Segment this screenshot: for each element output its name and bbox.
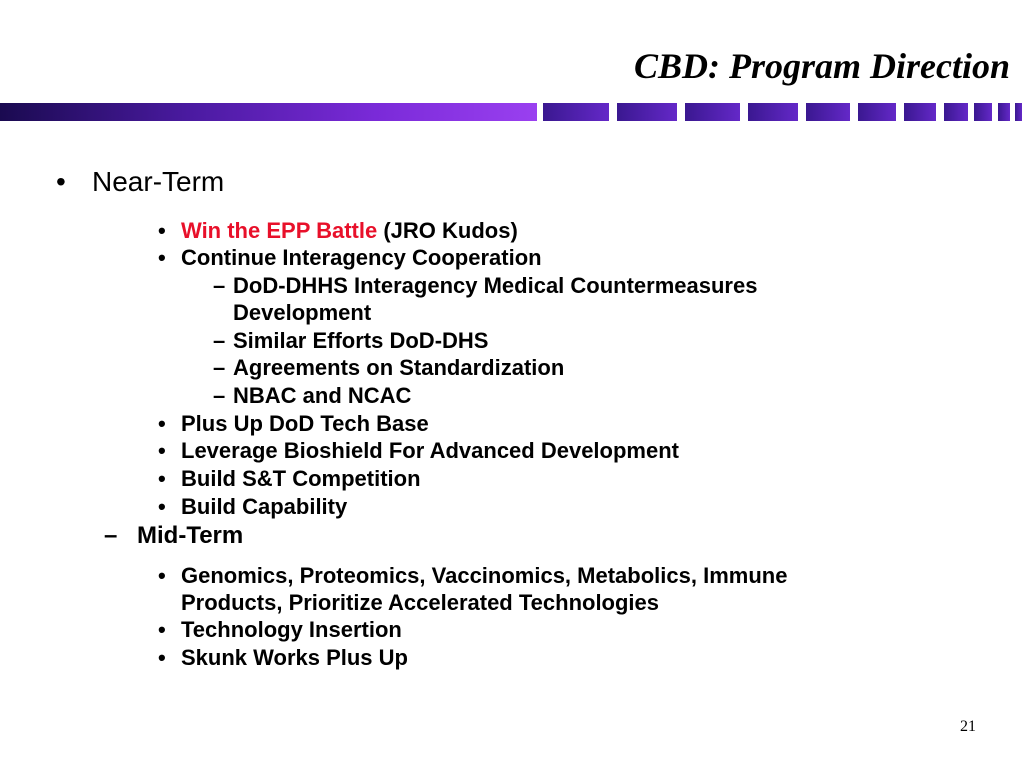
list-item: Plus Up DoD Tech Base [181,411,429,436]
list-bullet: • [158,645,166,670]
sub-list-item: Similar Efforts DoD-DHS [233,328,489,353]
page-number: 21 [960,718,976,735]
sub-list-item: NBAC and NCAC [233,383,412,408]
list-item-continued: Products, Prioritize Accelerated Technologies [181,590,660,615]
mid-term-heading: Mid-Term [137,522,244,549]
list-bullet: • [158,617,166,642]
near-term-bullet: • [56,166,66,197]
list-item: Build Capability [181,494,348,519]
list-bullet: • [158,411,166,436]
sub-list-item: Agreements on Standardization [233,355,565,380]
list-item: Build S&T Competition [181,466,421,491]
list-bullet: • [158,245,166,270]
sub-list-item-continued: Development [233,300,372,325]
list-item-rest: (JRO Kudos) [377,218,518,243]
list-item: Continue Interagency Cooperation [181,245,542,270]
sub-list-item: DoD-DHHS Interagency Medical Countermeasures [233,273,758,298]
list-dash: – [213,328,226,353]
list-item: Genomics, Proteomics, Vaccinomics, Metabolics, Immune [181,563,788,588]
list-dash: – [213,383,226,408]
slide-title: CBD: Program Direction [633,46,1010,86]
list-bullet: • [158,494,166,519]
list-bullet: • [158,563,166,588]
list-bullet: • [158,438,166,463]
near-term-heading: Near-Term [92,166,225,197]
list-bullet: • [158,466,166,491]
list-item: Technology Insertion [181,617,402,642]
highlighted-text: Win the EPP Battle [181,218,378,243]
list-item: Leverage Bioshield For Advanced Development [181,438,679,463]
list-dash: – [213,273,226,298]
mid-term-dash: – [104,522,118,549]
list-item [181,218,518,244]
list-bullet: • [158,218,166,243]
list-dash: – [213,355,226,380]
list-item: Skunk Works Plus Up [181,645,408,670]
